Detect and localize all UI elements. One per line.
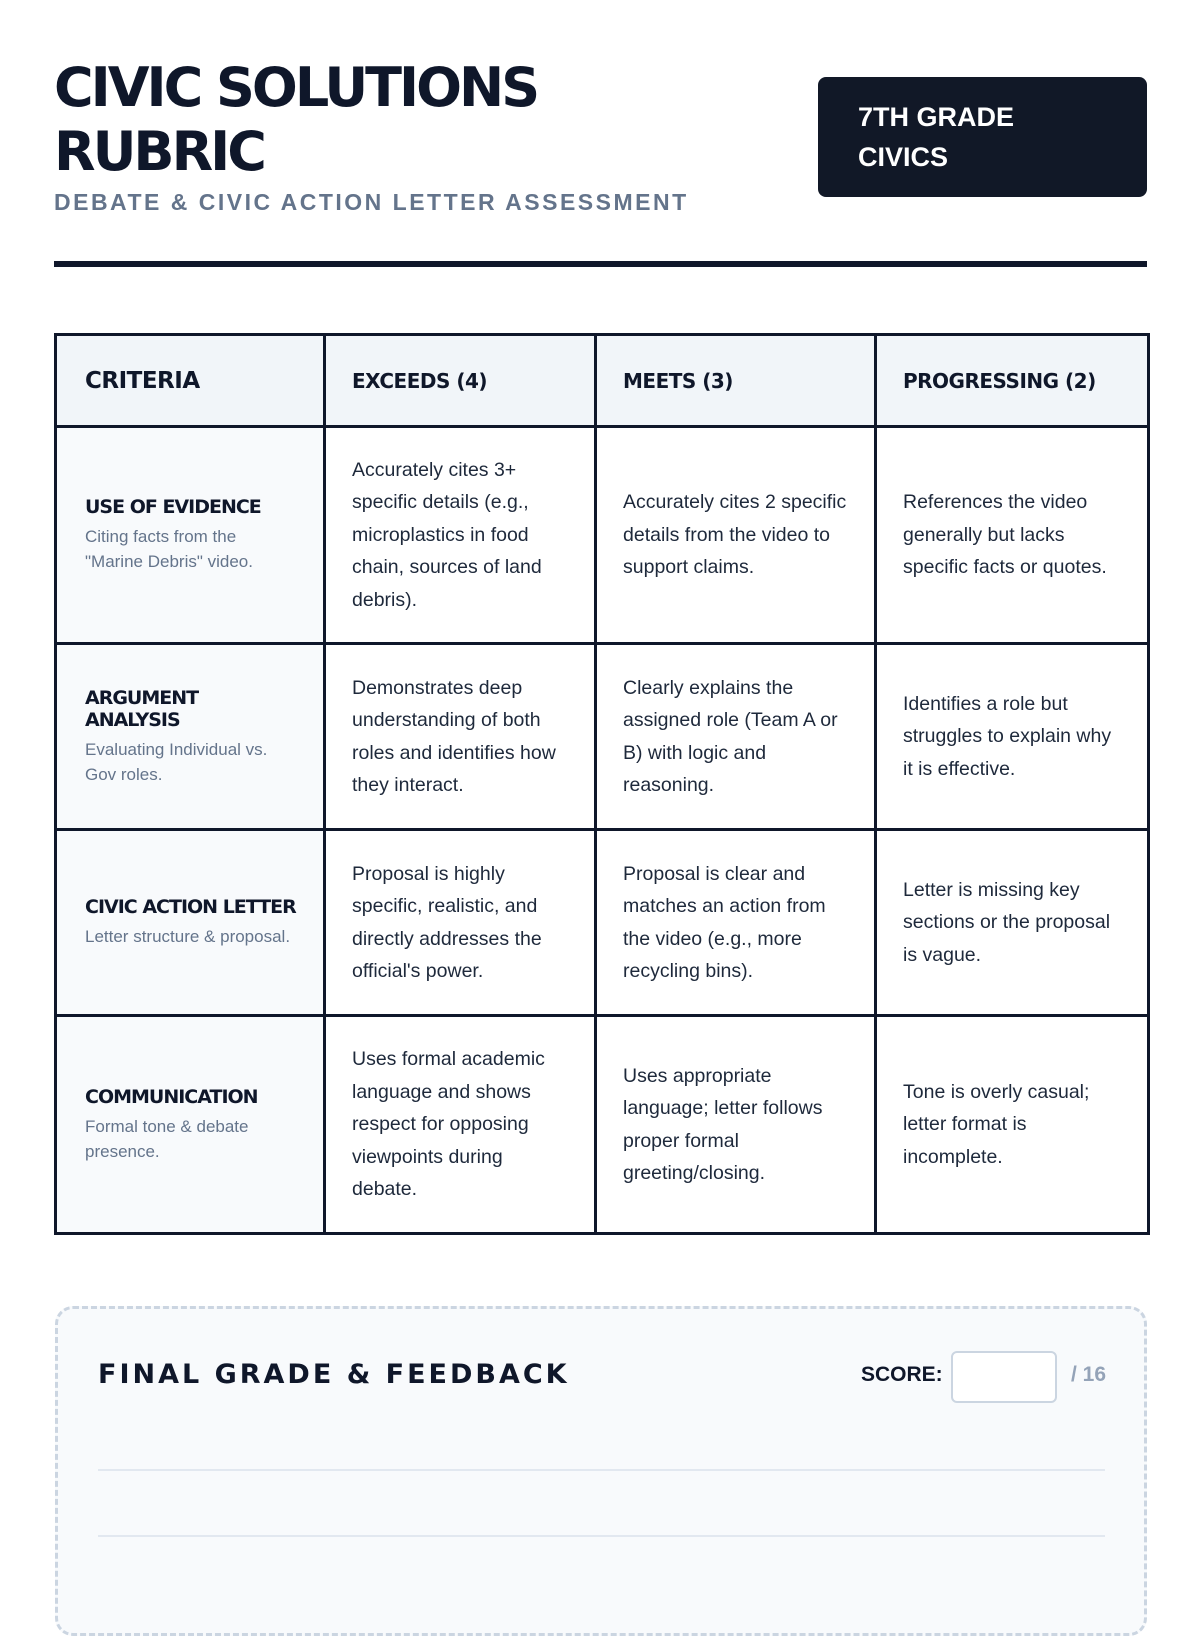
meets-cell: Accurately cites 2 specific details from the video to support claims. [596,427,876,644]
criterion-description: Citing facts from the "Marine Debris" video. [85,527,253,571]
criterion-cell [56,644,325,830]
criterion-name: ARGUMENT ANALYSIS [85,686,199,731]
score-max: / 16 [1071,1363,1107,1386]
header-divider [54,261,1147,267]
column-header-progressing: PROGRESSING (2) [876,335,1149,427]
meets-cell: Proposal is clear and matches an action from the video (e.g., more recycling bins). [596,830,876,1016]
column-header-meets: MEETS (3) [596,335,876,427]
progressing-cell: Identifies a role but struggles to explain why it is effective. [876,644,1149,830]
feedback-line[interactable] [98,1469,1105,1471]
progressing-cell: Letter is missing key sections or the proposal is vague. [876,830,1149,1016]
score-label: SCORE: [861,1363,943,1386]
grade-badge-line-1: 7TH GRADE [858,102,1015,132]
rubric-table [54,333,1150,1235]
rubric-row-use-of-evidence [56,427,1149,644]
column-header-criteria: CRITERIA [56,335,325,427]
final-grade-panel [55,1306,1147,1636]
rubric-header-row [56,335,1149,427]
score-input[interactable] [951,1351,1057,1403]
rubric-row-argument-analysis [56,644,1149,830]
meets-cell: Uses appropriate language; letter follows proper formal greeting/closing. [596,1016,876,1234]
rubric-row-communication [56,1016,1149,1234]
criterion-description: Letter structure & proposal. [85,927,291,946]
criterion-cell [56,1016,325,1234]
criterion-description: Evaluating Individual vs. Gov roles. [85,739,268,784]
criterion-cell [56,427,325,644]
criterion-cell [56,830,325,1016]
rubric-row-civic-action-letter [56,830,1149,1016]
progressing-cell: References the video generally but lacks specific facts or quotes. [876,427,1149,644]
page-subtitle: DEBATE & CIVIC ACTION LETTER ASSESSMENT [54,189,689,215]
column-header-exceeds: EXCEEDS (4) [325,335,596,427]
exceeds-cell: Uses formal academic language and shows respect for opposing viewpoints during debate. [325,1016,596,1234]
meets-cell: Clearly explains the assigned role (Team A or B) with logic and reasoning. [596,644,876,830]
exceeds-cell: Demonstrates deep understanding of both roles and identifies how they interact. [325,644,596,830]
page-header [54,56,1147,266]
final-grade-title: FINAL GRADE & FEEDBACK [98,1359,570,1390]
exceeds-cell: Proposal is highly specific, realistic, and directly addresses the official's power. [325,830,596,1016]
progressing-cell: Tone is overly casual; letter format is incomplete. [876,1016,1149,1234]
criterion-name: USE OF EVIDENCE [85,496,261,518]
criterion-name: CIVIC ACTION LETTER [85,896,296,918]
exceeds-cell: Accurately cites 3+ specific details (e.g., microplastics in food chain, sources of land debris). [325,427,596,644]
page-title-line-1: CIVIC SOLUTIONS [54,56,538,119]
criterion-description: Formal tone & debate presence. [85,1116,249,1161]
criterion-name: COMMUNICATION [85,1085,258,1108]
grade-badge [818,77,1147,197]
feedback-line[interactable] [98,1535,1105,1537]
grade-badge-line-2: CIVICS [858,142,949,172]
page-title-line-2: RUBRIC [54,120,264,183]
page-title [54,56,694,184]
